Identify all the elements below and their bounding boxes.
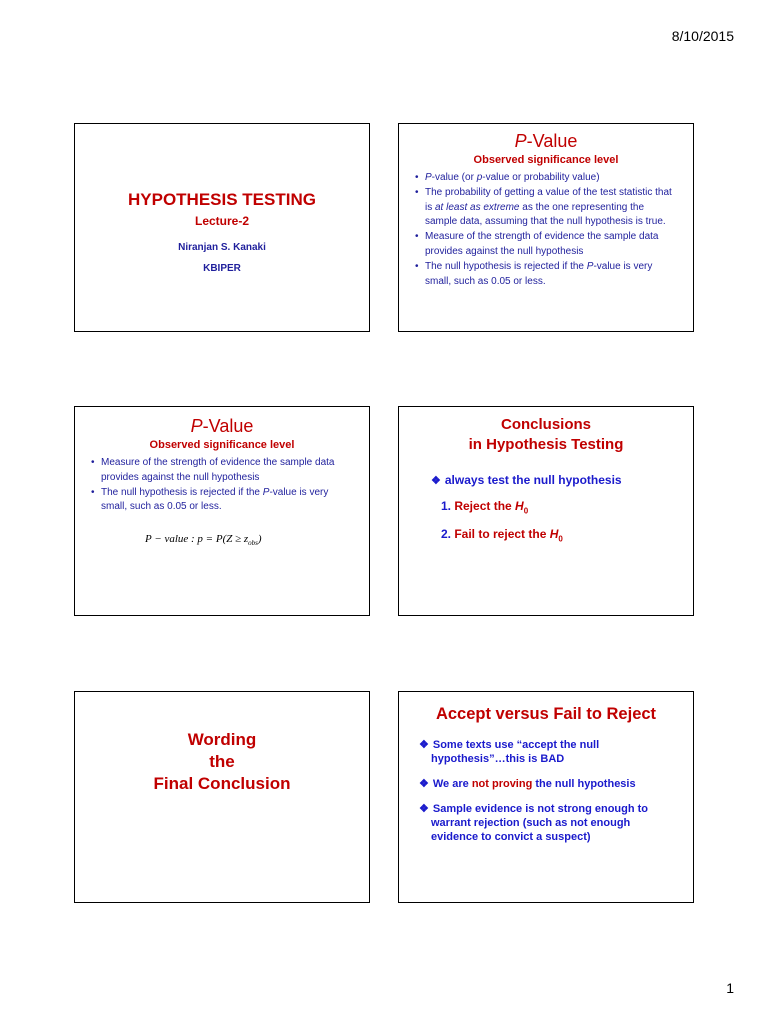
point-2 (419, 777, 673, 791)
italic-p: P (262, 486, 270, 498)
text: The null hypothesis is rejected if the (425, 260, 587, 272)
conclusion-option-2 (441, 527, 693, 543)
h-symbol: H (515, 499, 524, 513)
text: Fail to reject the (454, 527, 550, 542)
diamond-bullet-icon: ❖ (419, 739, 429, 751)
bullet-item (415, 260, 677, 290)
italic-p: p (476, 172, 483, 183)
text: -value is very small, such as 0.05 or less. (101, 486, 329, 513)
text: Reject the (454, 499, 516, 513)
slide-subheading: Observed significance level (473, 154, 619, 166)
emphasis: at least as extreme (435, 201, 520, 213)
h-subscript: 0 (558, 534, 563, 544)
slide-heading (399, 131, 693, 152)
bullet-item: • Measure of the strength of evidence the sample data provides against the null hypothesis (91, 456, 353, 486)
bullet-item (91, 486, 353, 516)
bullet-item: • Measure of the strength of evidence the sample data provides against the null hypothesis (415, 230, 677, 260)
text: as the one representing the sample data, assuming that the null hypothesis is true. (425, 201, 666, 228)
slide-heading-line3: Final Conclusion (153, 774, 291, 793)
slide-p-value-formula (74, 406, 370, 616)
heading-p-italic: P (514, 131, 527, 151)
text: -value is very small, such as 0.05 or less. (425, 260, 653, 287)
bullet-item (415, 186, 677, 230)
conclusion-intro (431, 473, 693, 487)
highlight-text: not proving (471, 778, 533, 790)
text: the null hypothesis (532, 778, 636, 790)
text: Sample evidence is not strong enough to warrant rejection (such as not enough evidence to convict a suspect) (431, 803, 649, 843)
slide-subheading: Observed significance level (149, 439, 295, 451)
bullet-list (415, 171, 677, 289)
slide-accept-vs-fail (398, 691, 694, 903)
page-number: 1 (726, 980, 734, 996)
h-symbol: H (549, 527, 559, 542)
slide-title-heading: HYPOTHESIS TESTING (128, 190, 316, 209)
item-number: 2. (441, 527, 455, 542)
italic-p: P (425, 172, 432, 183)
formula-close: ) (257, 533, 262, 546)
text: Some texts use “accept the null hypothesis”…this is BAD (431, 739, 600, 765)
heading-rest: -Value (526, 131, 578, 151)
page-date: 8/10/2015 (671, 28, 734, 44)
bullet-list (91, 456, 353, 515)
item-number: 1. (441, 499, 455, 513)
formula-subscript: obs (248, 539, 258, 548)
slide-conclusions (398, 406, 694, 616)
italic-p: P (586, 260, 594, 272)
text: -value (or (431, 172, 477, 183)
slide-wording (74, 691, 370, 903)
point-1 (419, 738, 673, 766)
slide-heading-line2: in Hypothesis Testing (468, 436, 624, 453)
diamond-bullet-icon: ❖ (419, 803, 429, 815)
slide-heading: Accept versus Fail to Reject (435, 705, 657, 723)
text: The null hypothesis is rejected if the (101, 486, 263, 498)
conclusion-option-1 (441, 499, 693, 515)
slide-title (74, 123, 370, 332)
slide-p-value (398, 123, 694, 332)
institute-name: KBIPER (203, 263, 241, 274)
heading-p-italic: P (190, 416, 203, 436)
text: The probability of getting a value of the test statistic that is (425, 186, 672, 213)
p-value-formula (145, 533, 369, 547)
diamond-bullet-icon: ❖ (419, 778, 429, 790)
author-name: Niranjan S. Kanaki (178, 242, 266, 253)
slide-heading (75, 416, 369, 437)
text: We are (432, 778, 472, 790)
slide-heading-line1: Wording (187, 730, 257, 749)
point-3 (419, 802, 673, 844)
diamond-bullet-icon: ❖ (431, 475, 441, 487)
text: always test the null hypothesis (444, 473, 622, 487)
heading-rest: -Value (202, 416, 254, 436)
formula-text: P − value : p = P(Z ≥ z (145, 533, 249, 546)
slide-subtitle: Lecture-2 (194, 214, 250, 228)
text: -value or probability value) (482, 172, 600, 183)
slide-heading-line2: the (209, 752, 235, 771)
slide-heading-line1: Conclusions (500, 416, 591, 433)
bullet-item (415, 171, 677, 186)
h-subscript: 0 (523, 506, 529, 516)
